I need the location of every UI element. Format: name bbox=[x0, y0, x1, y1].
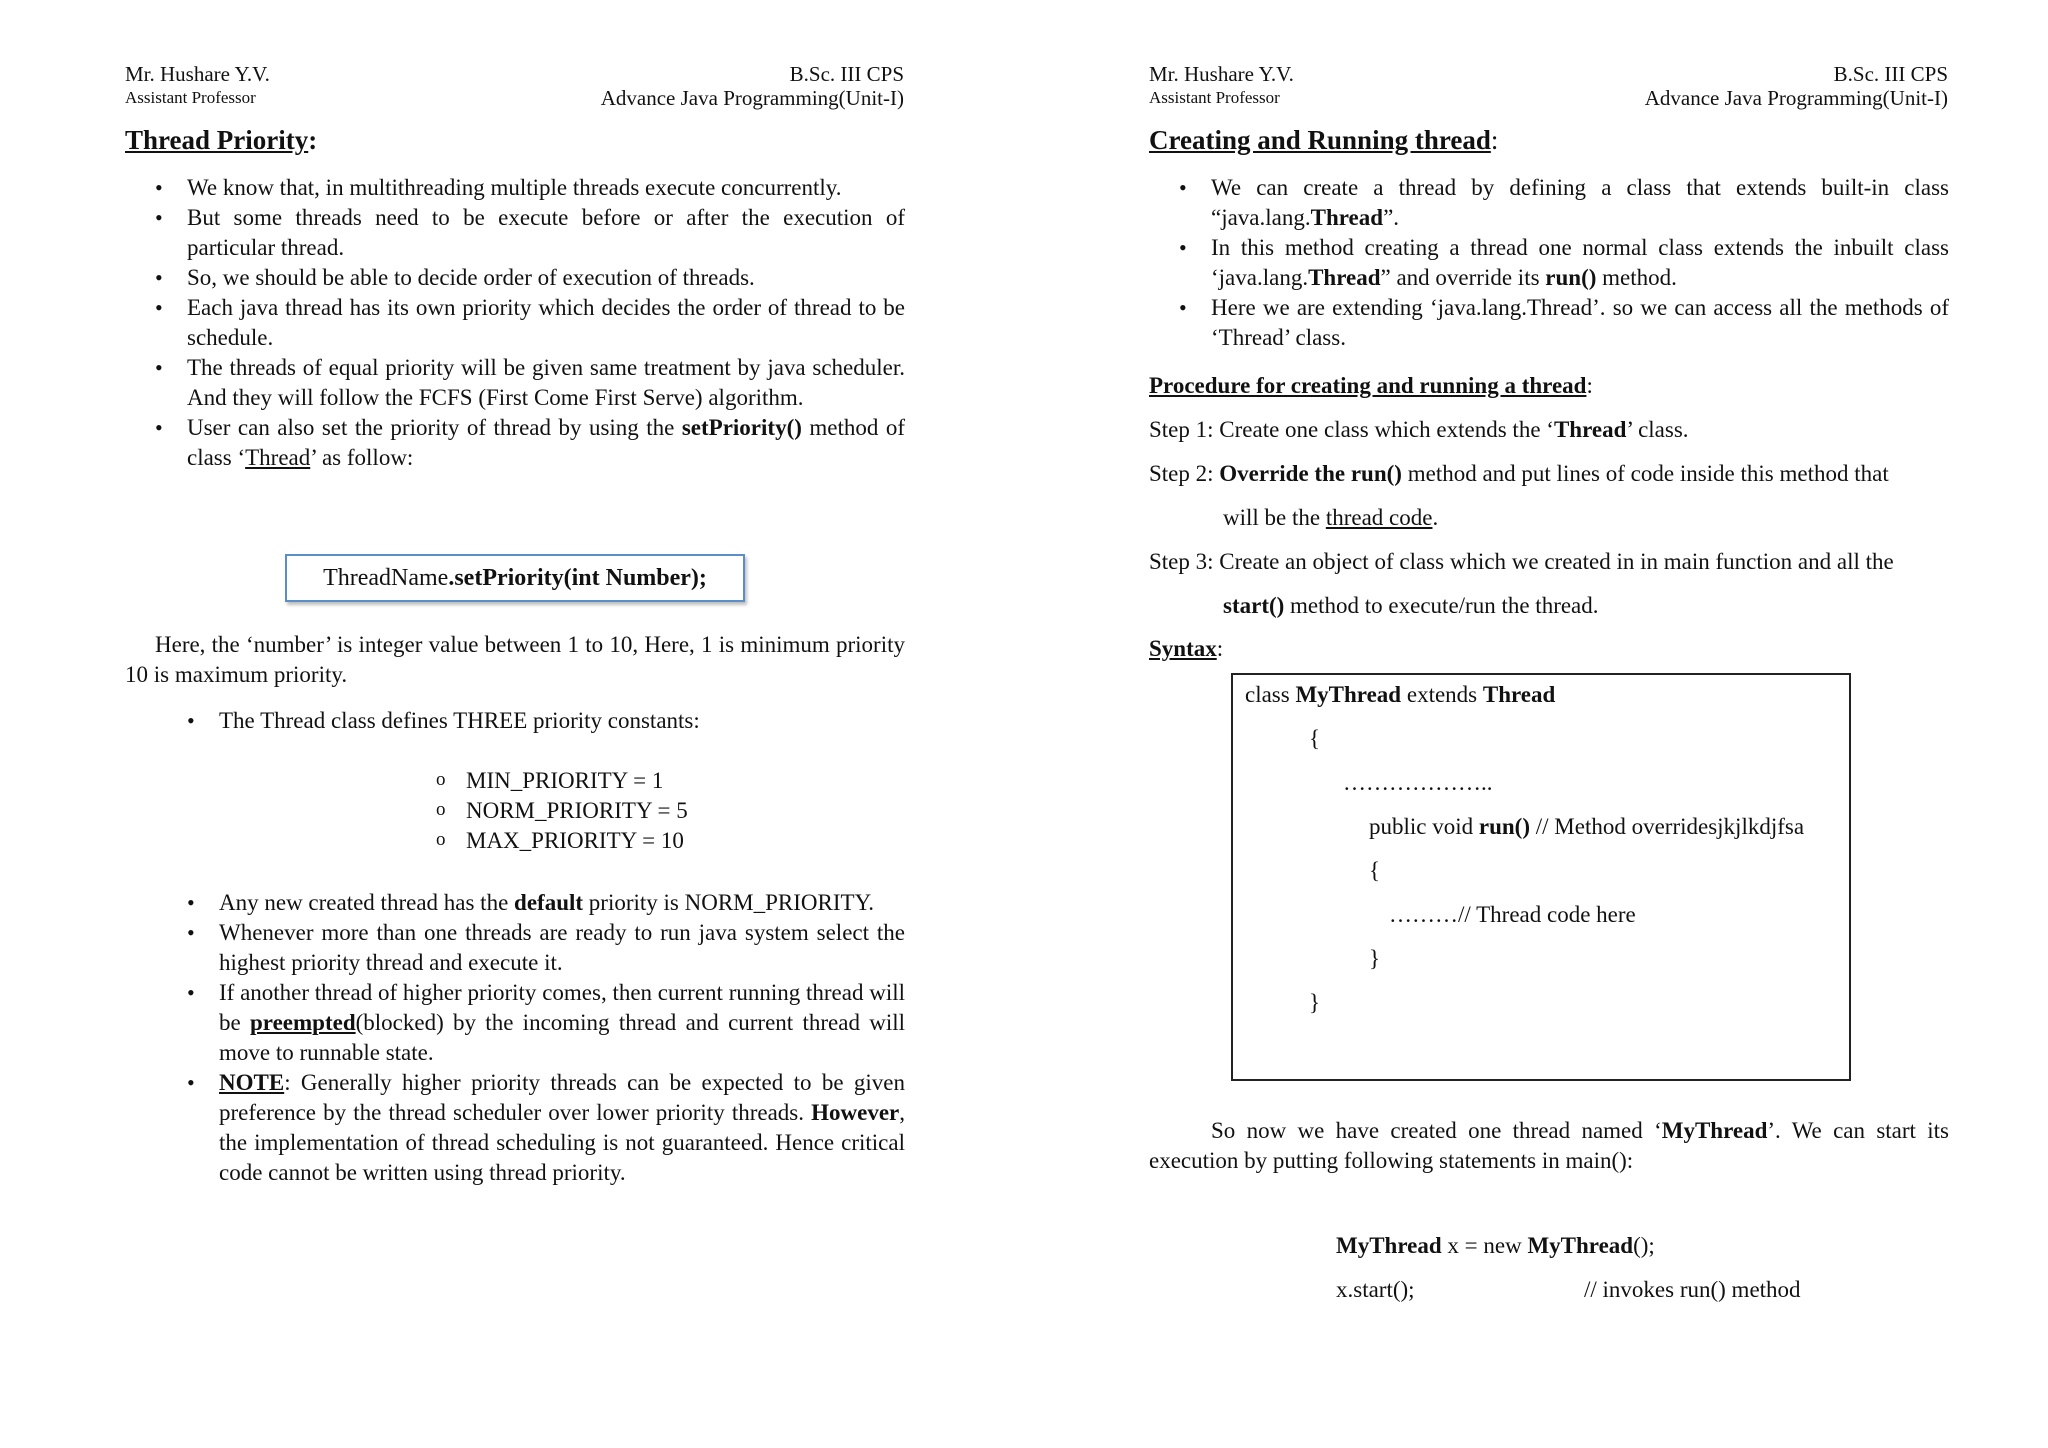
code-line-new bbox=[1336, 1231, 1655, 1261]
step-1 bbox=[1149, 415, 1689, 445]
bold-text: run() bbox=[1545, 265, 1597, 290]
procedure-heading bbox=[1149, 371, 1593, 401]
creating-bullets bbox=[1149, 173, 1949, 353]
list-item: • Here we are extending ‘java.lang.Thread’. so we can access all the methods of ‘Thread’ class. bbox=[1149, 293, 1949, 353]
list-item: • Each java thread has its own priority which decides the order of thread to be schedule. bbox=[125, 293, 905, 353]
bold-text: Thread bbox=[1310, 205, 1384, 230]
heading-colon: : bbox=[1490, 125, 1499, 155]
syntax-code-box bbox=[1231, 673, 1851, 1081]
class-name: B.Sc. III CPS bbox=[1833, 62, 1948, 86]
list-item bbox=[1149, 233, 1949, 293]
text: method to execute/run the thread. bbox=[1284, 593, 1599, 618]
class-link-text: Thread bbox=[245, 445, 311, 470]
run-method-declaration bbox=[1369, 813, 1804, 841]
section-heading bbox=[1149, 124, 1498, 156]
note-label: NOTE bbox=[219, 1070, 285, 1095]
dots-placeholder: ……………….. bbox=[1343, 770, 1493, 795]
procedure-heading-text: Procedure for creating and running a thread bbox=[1149, 373, 1587, 398]
text: In this method creating a thread one normal class extends the inbuilt class ‘java.lang. bbox=[1211, 235, 1949, 290]
constant-item: o MIN_PRIORITY = 1 bbox=[436, 766, 836, 796]
constants-intro bbox=[125, 706, 905, 736]
comment: // Method overridesjkjlkdjfsa bbox=[1530, 814, 1805, 839]
text: method. bbox=[1596, 265, 1677, 290]
close-brace: } bbox=[1369, 946, 1381, 971]
class-name: MyThread bbox=[1527, 1233, 1634, 1258]
list-item bbox=[1149, 173, 1949, 233]
header-right bbox=[1645, 62, 1948, 110]
code-comment: // invokes run() method bbox=[1584, 1277, 1801, 1302]
list-item: • We know that, in multithreading multiple threads execute concurrently. bbox=[125, 173, 905, 203]
author-designation: Assistant Professor bbox=[125, 88, 256, 107]
list-item: • Whenever more than one threads are ready to run java system select the highest priority thread and execute it. bbox=[125, 918, 905, 978]
subject-name: Advance Java Programming(Unit-I) bbox=[1644, 86, 1948, 110]
underlined-text: thread code bbox=[1325, 505, 1433, 530]
bold-text: Thread bbox=[1308, 265, 1381, 290]
text: User can also set the priority of thread by using the bbox=[187, 415, 682, 440]
text: extends bbox=[1401, 682, 1483, 707]
list-item: • The Thread class defines THREE priority constants: bbox=[125, 706, 905, 736]
class-name: MyThread bbox=[1295, 682, 1402, 707]
text: ’. We can start its execution by putting following statements in main(): bbox=[1149, 1118, 1949, 1173]
bold-text: Thread bbox=[1553, 417, 1627, 442]
text: ’ class. bbox=[1626, 417, 1689, 442]
class-declaration bbox=[1245, 681, 1555, 709]
text: (blocked) by the incoming thread and current thread will move to runnable state. bbox=[219, 1010, 905, 1065]
syntax-colon: : bbox=[1216, 636, 1224, 661]
list-item: • But some threads need to be execute before or after the execution of particular thread. bbox=[125, 203, 905, 263]
text: . bbox=[1432, 505, 1439, 530]
text: priority is NORM_PRIORITY. bbox=[583, 890, 874, 915]
list-item: • The threads of equal priority will be given same treatment by java scheduler. And they will follow the FCFS (First Come First Serve) algorithm. bbox=[125, 353, 905, 413]
list-item bbox=[125, 413, 905, 473]
list-item: • So, we should be able to decide order of execution of threads. bbox=[125, 263, 905, 293]
open-brace: { bbox=[1309, 726, 1321, 751]
thread-code-comment: ………// Thread code here bbox=[1389, 902, 1636, 927]
text: Step 2: bbox=[1149, 461, 1220, 486]
number-range-paragraph: Here, the ‘number’ is integer value between 1 to 10, Here, 1 is minimum priority 10 is maximum priority. bbox=[125, 632, 905, 687]
text: ”. bbox=[1383, 205, 1400, 230]
bold-text: default bbox=[514, 890, 584, 915]
author-designation: Assistant Professor bbox=[1149, 88, 1280, 107]
header-left bbox=[125, 62, 270, 110]
parent-class: Thread bbox=[1482, 682, 1556, 707]
close-brace: } bbox=[1309, 990, 1321, 1015]
class-name: B.Sc. III CPS bbox=[789, 62, 904, 86]
constant-item: o MAX_PRIORITY = 10 bbox=[436, 826, 836, 856]
text: will be the bbox=[1223, 505, 1326, 530]
text: x = new bbox=[1441, 1233, 1528, 1258]
text: Step 1: Create one class which extends the ‘ bbox=[1149, 417, 1554, 442]
code-plain: ThreadName bbox=[323, 565, 449, 591]
bold-text: However bbox=[811, 1100, 900, 1125]
heading-text: Creating and Running thread bbox=[1149, 125, 1491, 155]
header-left bbox=[1149, 62, 1294, 110]
header-right bbox=[601, 62, 904, 110]
method-name: run() bbox=[1478, 814, 1531, 839]
text: method of class ‘ bbox=[187, 415, 905, 470]
text: public void bbox=[1369, 814, 1479, 839]
text: (); bbox=[1633, 1233, 1655, 1258]
step-2-continued bbox=[1223, 503, 1438, 533]
procedure-colon: : bbox=[1586, 373, 1593, 398]
text: ’ as follow: bbox=[310, 445, 414, 470]
constant-item: o NORM_PRIORITY = 5 bbox=[436, 796, 836, 826]
code-line-start: x.start(); bbox=[1336, 1277, 1415, 1302]
bold-text: MyThread bbox=[1661, 1118, 1768, 1143]
text: method and put lines of code inside this method that bbox=[1401, 461, 1889, 486]
mythread-paragraph bbox=[1149, 1116, 1949, 1176]
author-name: Mr. Hushare Y.V. bbox=[125, 62, 270, 86]
open-brace: { bbox=[1369, 858, 1381, 883]
list-item bbox=[125, 888, 905, 918]
method-name: setPriority() bbox=[681, 415, 802, 440]
setpriority-code-box bbox=[285, 554, 745, 602]
list-item bbox=[125, 978, 905, 1068]
priority-constants bbox=[436, 766, 836, 856]
code-bold: .setPriority(int Number); bbox=[448, 565, 707, 591]
heading-colon: : bbox=[308, 125, 318, 155]
bold-text: Override the run() bbox=[1219, 461, 1402, 486]
syntax-heading-text: Syntax bbox=[1149, 636, 1217, 661]
text: If another thread of higher priority comes, then current running thread will be bbox=[219, 980, 905, 1035]
step-3-continued bbox=[1223, 591, 1599, 621]
text: class bbox=[1245, 682, 1296, 707]
text: Any new created thread has the bbox=[219, 890, 515, 915]
heading-text: Thread Priority bbox=[125, 125, 309, 155]
author-name: Mr. Hushare Y.V. bbox=[1149, 62, 1294, 86]
priority-bullets-2 bbox=[125, 888, 905, 1188]
text: , the implementation of thread scheduling is not guaranteed. Hence critical code cannot be written using thread priority. bbox=[219, 1100, 905, 1185]
syntax-heading bbox=[1149, 634, 1223, 664]
text: : Generally higher priority threads can be expected to be given preference by the thread scheduler over lower priority threads. bbox=[219, 1070, 905, 1125]
step-2 bbox=[1149, 459, 1889, 489]
step-3: Step 3: Create an object of class which we created in in main function and all the bbox=[1149, 549, 1894, 574]
priority-bullets bbox=[125, 173, 905, 473]
class-name: MyThread bbox=[1336, 1233, 1442, 1258]
text: We can create a thread by defining a class that extends built-in class “java.lang. bbox=[1211, 175, 1949, 230]
list-item bbox=[125, 1068, 905, 1188]
right-page bbox=[1024, 0, 2048, 1448]
text: So now we have created one thread named ‘ bbox=[1211, 1118, 1662, 1143]
subject-name: Advance Java Programming(Unit-I) bbox=[600, 86, 904, 110]
text: ” and override its bbox=[1380, 265, 1546, 290]
bold-text: preempted bbox=[250, 1010, 356, 1035]
bold-text: start() bbox=[1223, 593, 1285, 618]
section-heading bbox=[125, 124, 317, 156]
